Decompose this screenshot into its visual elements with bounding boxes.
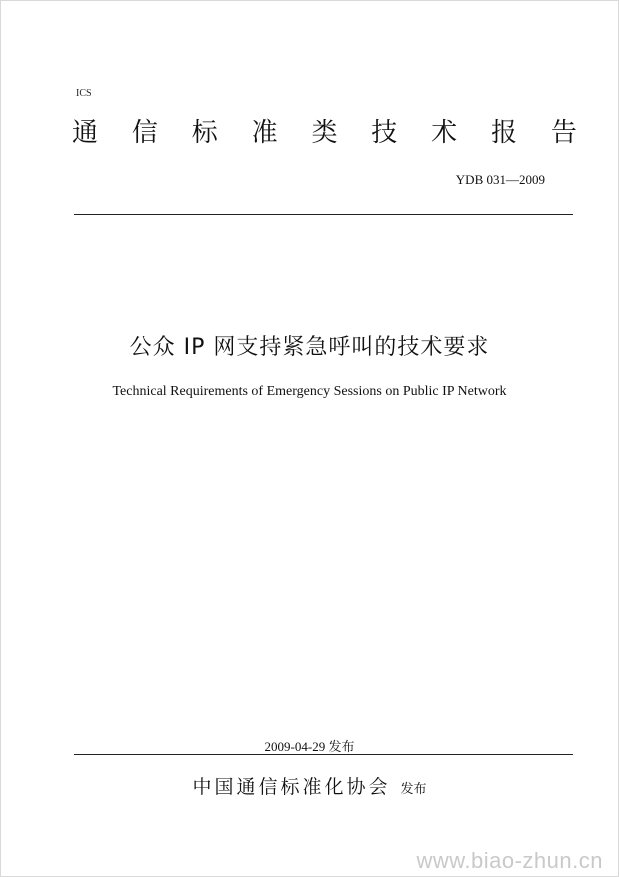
report-type-char: 类 [311, 118, 338, 148]
bottom-divider [74, 754, 573, 755]
title-english: Technical Requirements of Emergency Sessions on Public IP Network [112, 384, 507, 399]
publisher-name: 中国通信标准化协会 [192, 776, 391, 798]
report-type-char: 信 [131, 118, 158, 148]
publisher-line [0, 772, 619, 799]
report-type-char: 准 [251, 118, 278, 148]
publish-action: 发布 [400, 782, 427, 797]
release-date: 2009-04-29 发布 [264, 739, 355, 754]
report-type-heading [72, 112, 577, 149]
report-type-char: 通 [72, 118, 99, 148]
report-type-char: 告 [550, 118, 577, 148]
top-divider [74, 214, 573, 215]
ics-label: ICS [76, 88, 92, 99]
report-type-char: 技 [371, 118, 398, 148]
watermark-text: www.biao-zhun.cn [416, 848, 603, 873]
title-chinese: 公众 IP 网支持紧急呼叫的技术要求 [129, 335, 490, 360]
report-type-char: 报 [491, 118, 518, 148]
standard-number: YDB 031—2009 [455, 172, 545, 187]
report-type-char: 术 [431, 118, 458, 148]
report-type-char: 标 [191, 118, 218, 148]
